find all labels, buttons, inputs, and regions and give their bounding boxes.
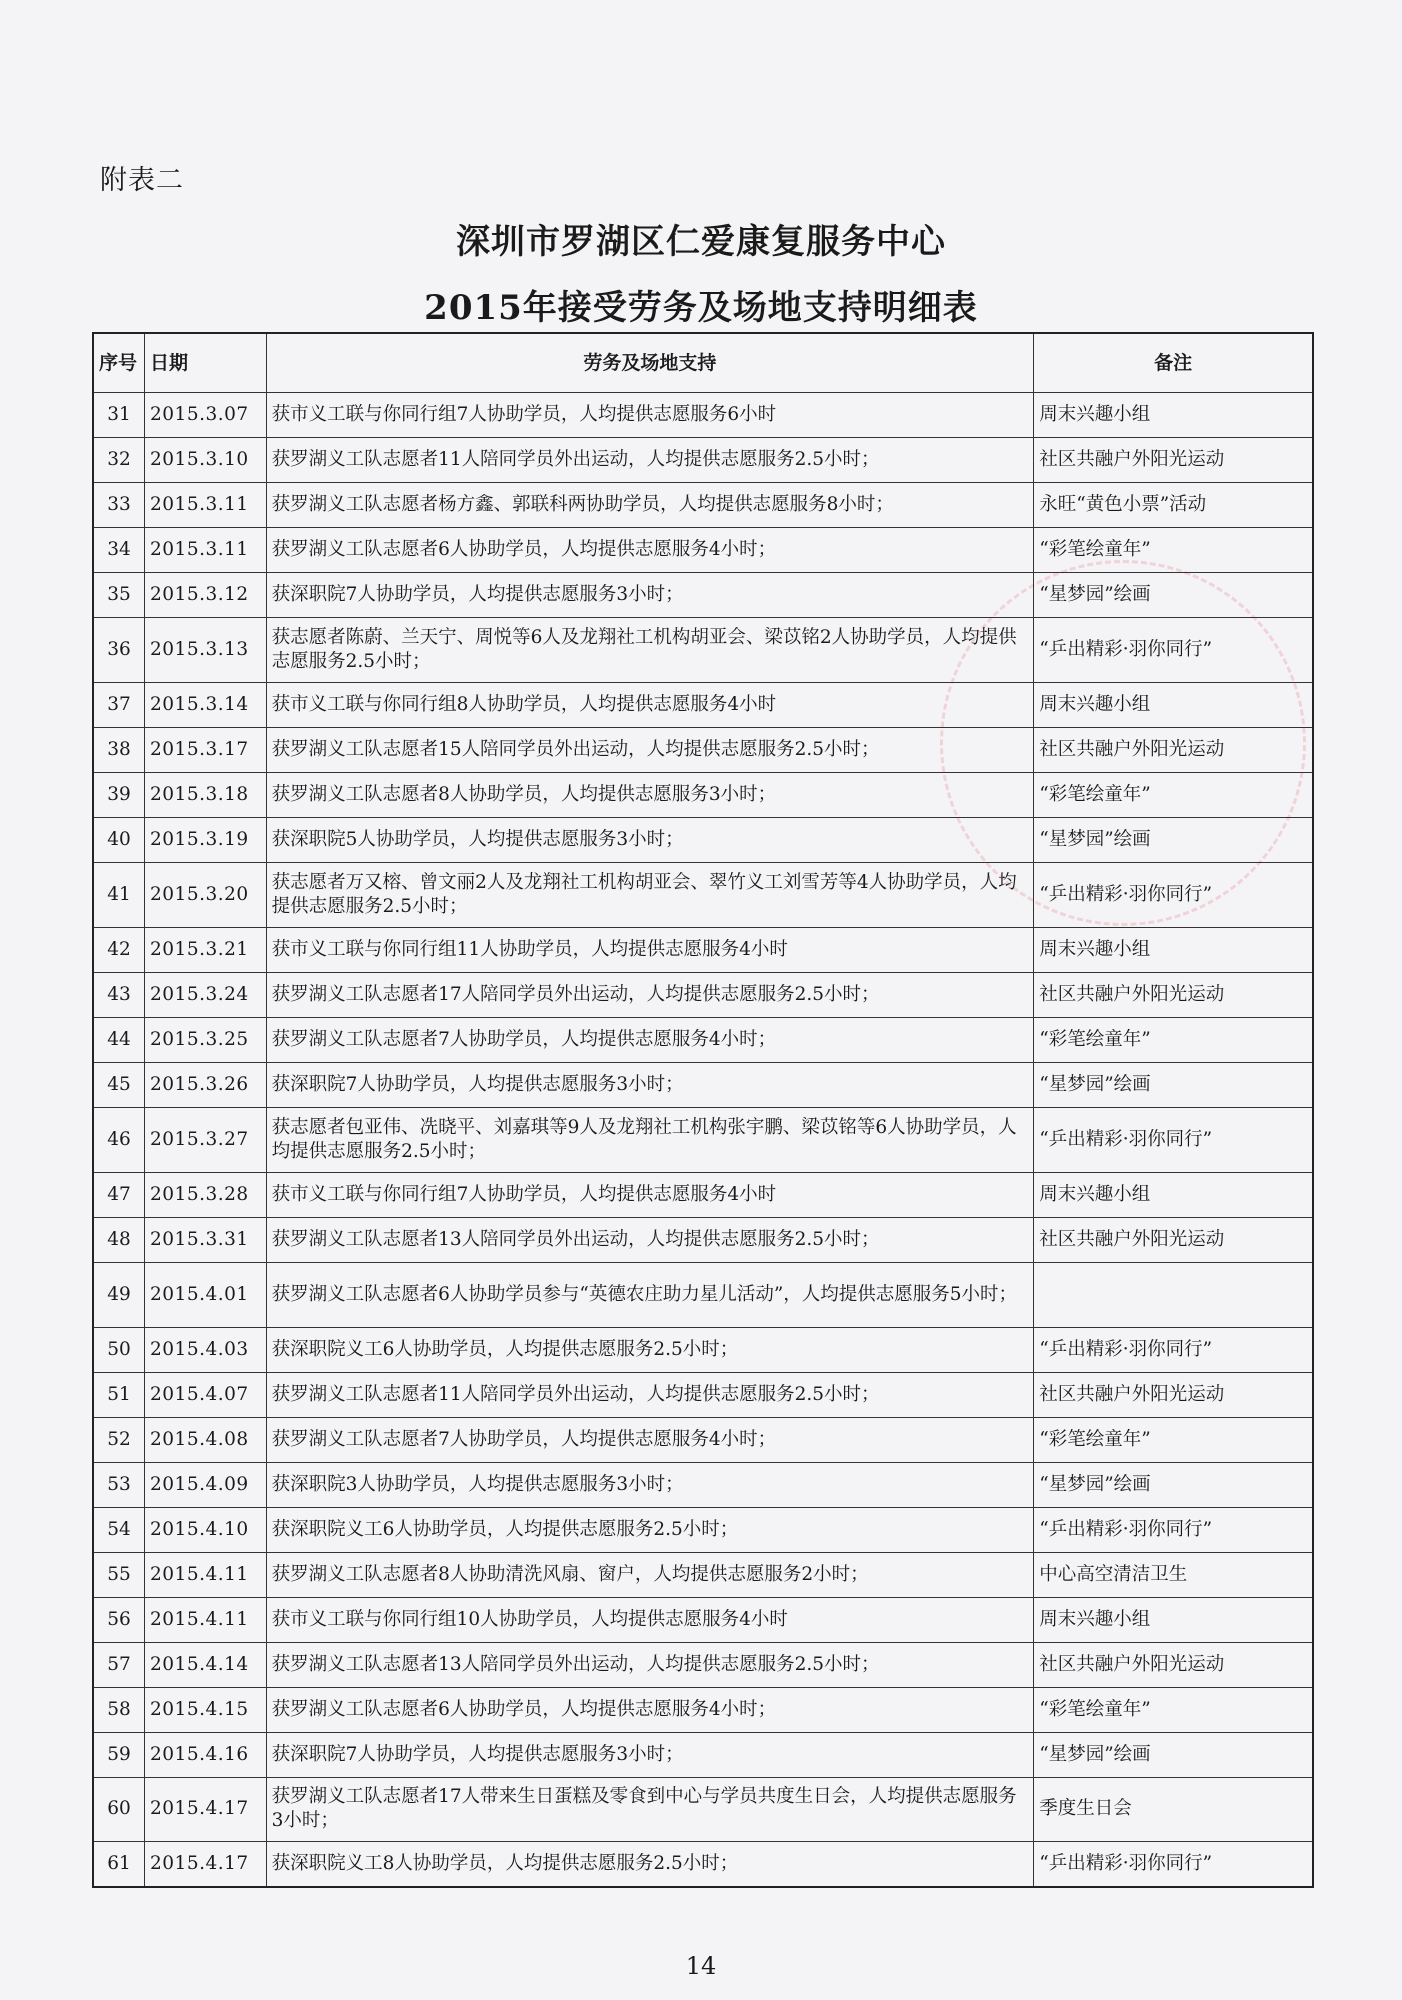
cell-no: 54 — [93, 1507, 145, 1552]
cell-description: 获罗湖义工队志愿者13人陪同学员外出运动，人均提供志愿服务2.5小时； — [266, 1642, 1034, 1687]
header-remark: 备注 — [1034, 333, 1313, 393]
cell-remark: “彩笔绘童年” — [1034, 528, 1313, 573]
table-row — [93, 1262, 1313, 1327]
cell-remark: 社区共融户外阳光运动 — [1034, 1372, 1313, 1417]
cell-date: 2015.3.25 — [145, 1017, 267, 1062]
cell-date: 2015.3.07 — [145, 393, 267, 438]
cell-no: 42 — [93, 927, 145, 972]
table-row — [93, 682, 1313, 727]
cell-no: 48 — [93, 1217, 145, 1262]
cell-no: 51 — [93, 1372, 145, 1417]
cell-remark: 社区共融户外阳光运动 — [1034, 1217, 1313, 1262]
table-row — [93, 862, 1313, 927]
cell-no: 47 — [93, 1172, 145, 1217]
table-row — [93, 1017, 1313, 1062]
cell-date: 2015.4.10 — [145, 1507, 267, 1552]
cell-no: 31 — [93, 393, 145, 438]
cell-no: 40 — [93, 817, 145, 862]
cell-date: 2015.3.13 — [145, 618, 267, 683]
cell-remark: “彩笔绘童年” — [1034, 1017, 1313, 1062]
table-row — [93, 972, 1313, 1017]
cell-description: 获罗湖义工队志愿者6人协助学员参与“英德农庄助力星儿活动”，人均提供志愿服务5小时； — [266, 1262, 1034, 1327]
cell-no: 53 — [93, 1462, 145, 1507]
cell-date: 2015.4.08 — [145, 1417, 267, 1462]
cell-remark: 中心高空清洁卫生 — [1034, 1552, 1313, 1597]
table-row — [93, 1107, 1313, 1172]
cell-date: 2015.4.16 — [145, 1732, 267, 1777]
cell-no: 37 — [93, 682, 145, 727]
cell-description: 获罗湖义工队志愿者6人协助学员，人均提供志愿服务4小时； — [266, 528, 1034, 573]
table-row — [93, 1507, 1313, 1552]
cell-date: 2015.4.14 — [145, 1642, 267, 1687]
cell-no: 35 — [93, 573, 145, 618]
cell-no: 41 — [93, 862, 145, 927]
header-no: 序号 — [93, 333, 145, 393]
cell-date: 2015.3.12 — [145, 573, 267, 618]
cell-remark: “乒出精彩·羽你同行” — [1034, 1842, 1313, 1887]
cell-no: 55 — [93, 1552, 145, 1597]
cell-no: 57 — [93, 1642, 145, 1687]
cell-remark: “乒出精彩·羽你同行” — [1034, 862, 1313, 927]
cell-no: 56 — [93, 1597, 145, 1642]
cell-description: 获市义工联与你同行组7人协助学员，人均提供志愿服务6小时 — [266, 393, 1034, 438]
cell-date: 2015.3.19 — [145, 817, 267, 862]
cell-remark: 社区共融户外阳光运动 — [1034, 972, 1313, 1017]
table-header-row — [93, 333, 1313, 393]
table-row — [93, 817, 1313, 862]
cell-no: 43 — [93, 972, 145, 1017]
cell-description: 获罗湖义工队志愿者17人陪同学员外出运动，人均提供志愿服务2.5小时； — [266, 972, 1034, 1017]
cell-description: 获市义工联与你同行组10人协助学员，人均提供志愿服务4小时 — [266, 1597, 1034, 1642]
table-row — [93, 438, 1313, 483]
cell-remark: “彩笔绘童年” — [1034, 772, 1313, 817]
table-row — [93, 927, 1313, 972]
cell-remark: “星梦园”绘画 — [1034, 1732, 1313, 1777]
cell-remark: “彩笔绘童年” — [1034, 1687, 1313, 1732]
cell-description: 获深职院义工6人协助学员，人均提供志愿服务2.5小时； — [266, 1327, 1034, 1372]
cell-remark: “星梦园”绘画 — [1034, 817, 1313, 862]
cell-date: 2015.3.26 — [145, 1062, 267, 1107]
cell-no: 44 — [93, 1017, 145, 1062]
cell-description: 获罗湖义工队志愿者11人陪同学员外出运动，人均提供志愿服务2.5小时； — [266, 438, 1034, 483]
cell-description: 获志愿者万又榕、曾文丽2人及龙翔社工机构胡亚会、翠竹义工刘雪芳等4人协助学员，人均提供志愿服务2.5小时； — [266, 862, 1034, 927]
cell-date: 2015.3.27 — [145, 1107, 267, 1172]
cell-remark: “乒出精彩·羽你同行” — [1034, 1107, 1313, 1172]
table-row — [93, 1462, 1313, 1507]
cell-description: 获市义工联与你同行组8人协助学员，人均提供志愿服务4小时 — [266, 682, 1034, 727]
cell-no: 50 — [93, 1327, 145, 1372]
page-number: 14 — [685, 1952, 717, 1980]
table-row — [93, 772, 1313, 817]
table-row — [93, 483, 1313, 528]
support-detail-table — [92, 332, 1314, 1888]
cell-description: 获罗湖义工队志愿者13人陪同学员外出运动，人均提供志愿服务2.5小时； — [266, 1217, 1034, 1262]
table-row — [93, 573, 1313, 618]
cell-remark: “星梦园”绘画 — [1034, 573, 1313, 618]
cell-date: 2015.3.11 — [145, 528, 267, 573]
cell-remark: “乒出精彩·羽你同行” — [1034, 1327, 1313, 1372]
cell-date: 2015.3.10 — [145, 438, 267, 483]
cell-description: 获深职院义工8人协助学员，人均提供志愿服务2.5小时； — [266, 1842, 1034, 1887]
cell-description: 获志愿者包亚伟、冼晓平、刘嘉琪等9人及龙翔社工机构张宇鹏、梁苡铭等6人协助学员，人均提供志愿服务2.5小时； — [266, 1107, 1034, 1172]
cell-remark: 社区共融户外阳光运动 — [1034, 727, 1313, 772]
table-row — [93, 1777, 1313, 1842]
cell-remark: 社区共融户外阳光运动 — [1034, 438, 1313, 483]
cell-remark: “彩笔绘童年” — [1034, 1417, 1313, 1462]
cell-date: 2015.4.11 — [145, 1597, 267, 1642]
cell-remark: “星梦园”绘画 — [1034, 1462, 1313, 1507]
cell-remark: 周末兴趣小组 — [1034, 927, 1313, 972]
table-row — [93, 1062, 1313, 1107]
cell-date: 2015.3.24 — [145, 972, 267, 1017]
cell-remark: 周末兴趣小组 — [1034, 1172, 1313, 1217]
cell-date: 2015.4.09 — [145, 1462, 267, 1507]
cell-remark: 周末兴趣小组 — [1034, 682, 1313, 727]
cell-no: 60 — [93, 1777, 145, 1842]
cell-date: 2015.3.31 — [145, 1217, 267, 1262]
cell-description: 获罗湖义工队志愿者8人协助学员，人均提供志愿服务3小时； — [266, 772, 1034, 817]
cell-date: 2015.3.18 — [145, 772, 267, 817]
table-row — [93, 1217, 1313, 1262]
table-row — [93, 1732, 1313, 1777]
cell-date: 2015.4.17 — [145, 1842, 267, 1887]
cell-no: 59 — [93, 1732, 145, 1777]
table-row — [93, 393, 1313, 438]
cell-description: 获市义工联与你同行组11人协助学员，人均提供志愿服务4小时 — [266, 927, 1034, 972]
table-row — [93, 528, 1313, 573]
cell-remark — [1034, 1262, 1313, 1327]
table-row — [93, 618, 1313, 683]
table-row — [93, 1842, 1313, 1887]
cell-description: 获市义工联与你同行组7人协助学员，人均提供志愿服务4小时 — [266, 1172, 1034, 1217]
cell-no: 46 — [93, 1107, 145, 1172]
cell-description: 获深职院3人协助学员，人均提供志愿服务3小时； — [266, 1462, 1034, 1507]
cell-no: 32 — [93, 438, 145, 483]
cell-remark: 永旺“黄色小票”活动 — [1034, 483, 1313, 528]
cell-description: 获深职院7人协助学员，人均提供志愿服务3小时； — [266, 1062, 1034, 1107]
cell-no: 52 — [93, 1417, 145, 1462]
table-body — [93, 393, 1313, 1888]
cell-date: 2015.3.17 — [145, 727, 267, 772]
cell-description: 获罗湖义工队志愿者8人协助清洗风扇、窗户，人均提供志愿服务2小时； — [266, 1552, 1034, 1597]
cell-date: 2015.4.11 — [145, 1552, 267, 1597]
annex-label: 附表二 — [100, 165, 184, 196]
cell-description: 获罗湖义工队志愿者7人协助学员，人均提供志愿服务4小时； — [266, 1017, 1034, 1062]
cell-remark: 周末兴趣小组 — [1034, 1597, 1313, 1642]
table-row — [93, 1172, 1313, 1217]
cell-date: 2015.3.28 — [145, 1172, 267, 1217]
cell-no: 38 — [93, 727, 145, 772]
cell-date: 2015.3.20 — [145, 862, 267, 927]
cell-description: 获罗湖义工队志愿者7人协助学员，人均提供志愿服务4小时； — [266, 1417, 1034, 1462]
cell-description: 获罗湖义工队志愿者15人陪同学员外出运动，人均提供志愿服务2.5小时； — [266, 727, 1034, 772]
cell-description: 获深职院7人协助学员，人均提供志愿服务3小时； — [266, 573, 1034, 618]
cell-description: 获罗湖义工队志愿者6人协助学员，人均提供志愿服务4小时； — [266, 1687, 1034, 1732]
cell-description: 获深职院义工6人协助学员，人均提供志愿服务2.5小时； — [266, 1507, 1034, 1552]
table-row — [93, 1597, 1313, 1642]
table-row — [93, 1687, 1313, 1732]
cell-date: 2015.4.15 — [145, 1687, 267, 1732]
header-date: 日期 — [145, 333, 267, 393]
cell-no: 58 — [93, 1687, 145, 1732]
cell-date: 2015.3.21 — [145, 927, 267, 972]
cell-no: 39 — [93, 772, 145, 817]
cell-no: 33 — [93, 483, 145, 528]
cell-no: 49 — [93, 1262, 145, 1327]
cell-description: 获罗湖义工队志愿者17人带来生日蛋糕及零食到中心与学员共度生日会，人均提供志愿服务3小时； — [266, 1777, 1034, 1842]
cell-date: 2015.4.17 — [145, 1777, 267, 1842]
cell-date: 2015.4.03 — [145, 1327, 267, 1372]
cell-remark: 社区共融户外阳光运动 — [1034, 1642, 1313, 1687]
cell-description: 获志愿者陈蔚、兰天宁、周悦等6人及龙翔社工机构胡亚会、梁苡铭2人协助学员，人均提供志愿服务2.5小时； — [266, 618, 1034, 683]
table-row — [93, 1417, 1313, 1462]
cell-date: 2015.3.14 — [145, 682, 267, 727]
cell-no: 34 — [93, 528, 145, 573]
cell-no: 45 — [93, 1062, 145, 1107]
cell-description: 获罗湖义工队志愿者11人陪同学员外出运动，人均提供志愿服务2.5小时； — [266, 1372, 1034, 1417]
table-row — [93, 1327, 1313, 1372]
cell-date: 2015.3.11 — [145, 483, 267, 528]
header-description: 劳务及场地支持 — [266, 333, 1034, 393]
cell-remark: “乒出精彩·羽你同行” — [1034, 1507, 1313, 1552]
document-title-line1: 深圳市罗湖区仁爱康复服务中心 — [456, 222, 946, 262]
table-row — [93, 1552, 1313, 1597]
document-title-line2: 2015年接受劳务及场地支持明细表 — [424, 288, 978, 328]
cell-description: 获深职院5人协助学员，人均提供志愿服务3小时； — [266, 817, 1034, 862]
table-row — [93, 1642, 1313, 1687]
table-row — [93, 1372, 1313, 1417]
cell-no: 36 — [93, 618, 145, 683]
cell-remark: “星梦园”绘画 — [1034, 1062, 1313, 1107]
cell-remark: 周末兴趣小组 — [1034, 393, 1313, 438]
cell-date: 2015.4.01 — [145, 1262, 267, 1327]
cell-date: 2015.4.07 — [145, 1372, 267, 1417]
cell-remark: 季度生日会 — [1034, 1777, 1313, 1842]
table-row — [93, 727, 1313, 772]
cell-description: 获罗湖义工队志愿者杨方鑫、郭联科两协助学员，人均提供志愿服务8小时； — [266, 483, 1034, 528]
cell-remark: “乒出精彩·羽你同行” — [1034, 618, 1313, 683]
cell-no: 61 — [93, 1842, 145, 1887]
cell-description: 获深职院7人协助学员，人均提供志愿服务3小时； — [266, 1732, 1034, 1777]
